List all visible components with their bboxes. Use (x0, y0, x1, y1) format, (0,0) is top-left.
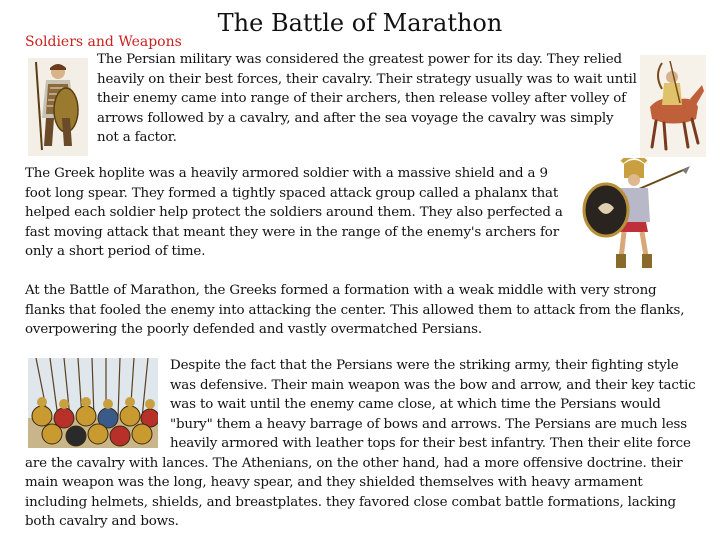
section-subtitle: Soldiers and Weapons (25, 34, 182, 50)
persian-military-paragraph: The Persian military was considered the greatest power for its day. They relied heavily on their best forces, their cavalry. Their strategy usually was to wait until their enemy came into range of their archers, then release volley after volley of arrows followed by a cavalry, and after the sea voyage the cavalry was simply not a factor. (97, 52, 637, 145)
greek-hoplite-paragraph: The Greek hoplite was a heavily armored soldier with a massive shield and a 9 foot long spear. They formed a tightly spaced attack group called a phalanx that helped each soldier help protect the soldiers around them. They also perfected a fast moving attack that meant they were in the range of the enemy's archers for only a short period of time. (25, 166, 563, 259)
fighting-style-text: Despite the fact that the Persians were the striking army, their fighting style was defensive. Their main weapon was the bow and arrow, and their key tactic was to wait until the enemy came close, at which time the Persians would "bury" them a heavy barrage of bows and arrows. The Persians are much less heavily armored with leather tops for their best infantry. Then their elite force are the cavalry with lances. The Athenians, on the other hand, had a more offensive doctrine. their main weapon was the long, heavy spear, and they shielded themselves with heavy armament including helmets, shields, and breastplates. they favored close combat battle formations, lacking both cavalry and bows. (25, 358, 696, 529)
persian-cavalry-image (640, 55, 706, 157)
page-title: The Battle of Marathon (217, 9, 503, 37)
persian-soldier-image (28, 58, 88, 156)
greek-hoplite-image (578, 158, 690, 278)
image-float-spacer (25, 356, 170, 452)
fighting-style-paragraph (25, 356, 697, 532)
battle-formation-paragraph: At the Battle of Marathon, the Greeks formed a formation with a weak middle with very strong flanks that fooled the enemy into attacking the center. This allowed them to attack from the flanks, overpowering the poorly defended and vastly overmatched Persians. (25, 283, 685, 337)
